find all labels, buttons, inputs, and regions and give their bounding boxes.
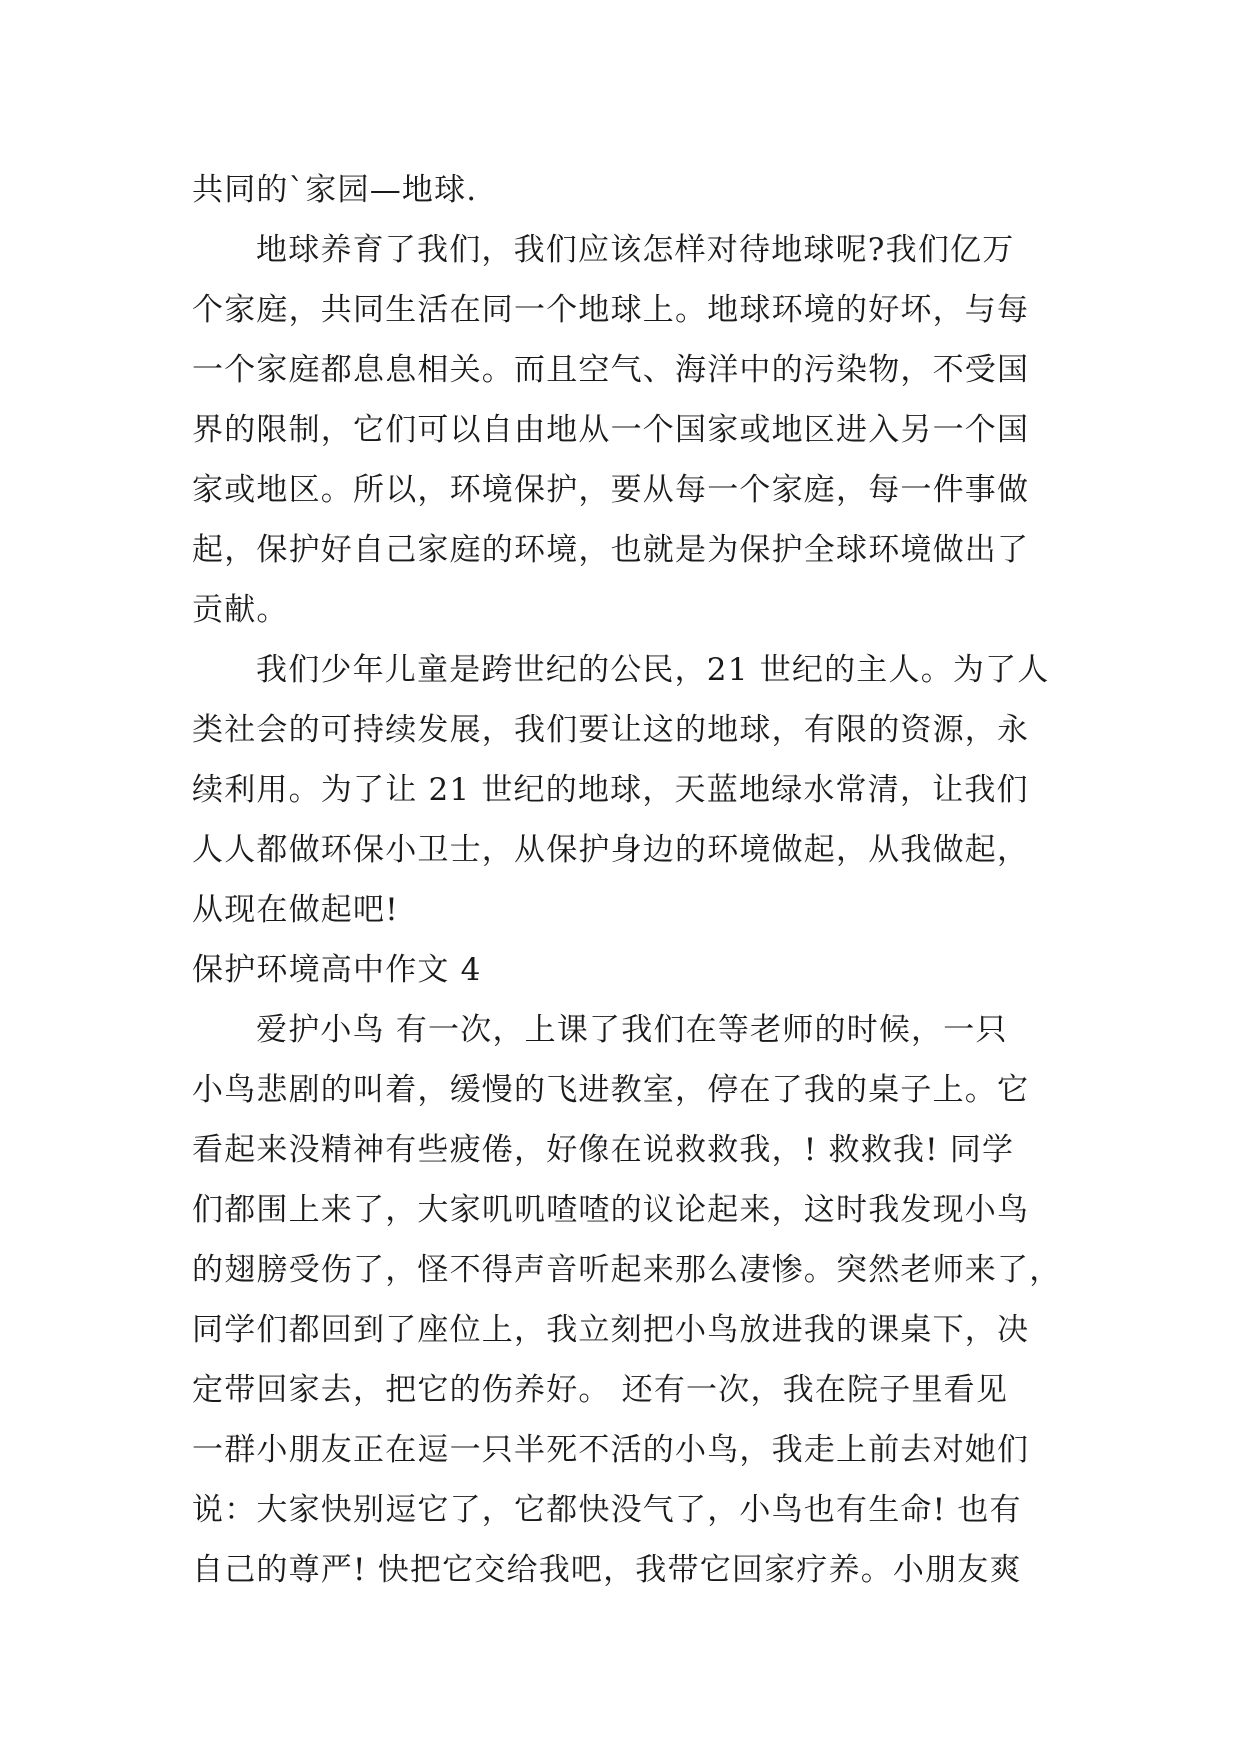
text-line: 的翅膀受伤了，怪不得声音听起来那么凄惨。突然老师来了， [192,1252,1062,1288]
paragraph-start-line: 爱护小鸟 有一次，上课了我们在等老师的时候，一只 [256,1012,1008,1048]
text-line: 一群小朋友正在逗一只半死不活的小鸟，我走上前去对她们 [192,1432,1030,1468]
text-line: 自己的尊严! 快把它交给我吧，我带它回家疗养。小朋友爽 [192,1552,1022,1588]
section-heading: 保护环境高中作文 4 [192,952,482,988]
text-line: 从现在做起吧! [192,892,399,928]
text-line: 个家庭，共同生活在同一个地球上。地球环境的好坏，与每 [192,292,1030,328]
text-line: 类社会的可持续发展，我们要让这的地球，有限的资源，永 [192,712,1030,748]
text-line: 人人都做环保小卫士，从保护身边的环境做起，从我做起， [192,832,1030,868]
text-line: 一个家庭都息息相关。而且空气、海洋中的污染物，不受国 [192,352,1030,388]
text-line: 家或地区。所以，环境保护，要从每一个家庭，每一件事做 [192,472,1030,508]
paragraph-start-line: 地球养育了我们，我们应该怎样对待地球呢?我们亿万 [256,232,1015,268]
text-line: 界的限制，它们可以自由地从一个国家或地区进入另一个国 [192,412,1030,448]
text-line: 说：大家快别逗它了，它都快没气了，小鸟也有生命! 也有 [192,1492,1022,1528]
text-line: 起，保护好自己家庭的环境，也就是为保护全球环境做出了 [192,532,1030,568]
text-line: 看起来没精神有些疲倦，好像在说救救我，! 救救我! 同学 [192,1132,1015,1168]
text-line: 们都围上来了，大家叽叽喳喳的议论起来，这时我发现小鸟 [192,1192,1030,1228]
text-line: 定带回家去，把它的伤养好。 还有一次，我在院子里看见 [192,1372,1009,1408]
document-page [192,160,1062,1600]
text-line: 贡献。 [192,592,289,628]
text-line: 共同的`家园—地球. [192,172,478,208]
text-line: 续利用。为了让 21 世纪的地球，天蓝地绿水常清，让我们 [192,772,1029,808]
text-line: 同学们都回到了座位上，我立刻把小鸟放进我的课桌下，决 [192,1312,1030,1348]
paragraph-start-line: 我们少年儿童是跨世纪的公民，21 世纪的主人。为了人 [256,652,1050,688]
text-line: 小鸟悲剧的叫着，缓慢的飞进教室，停在了我的桌子上。它 [192,1072,1030,1108]
